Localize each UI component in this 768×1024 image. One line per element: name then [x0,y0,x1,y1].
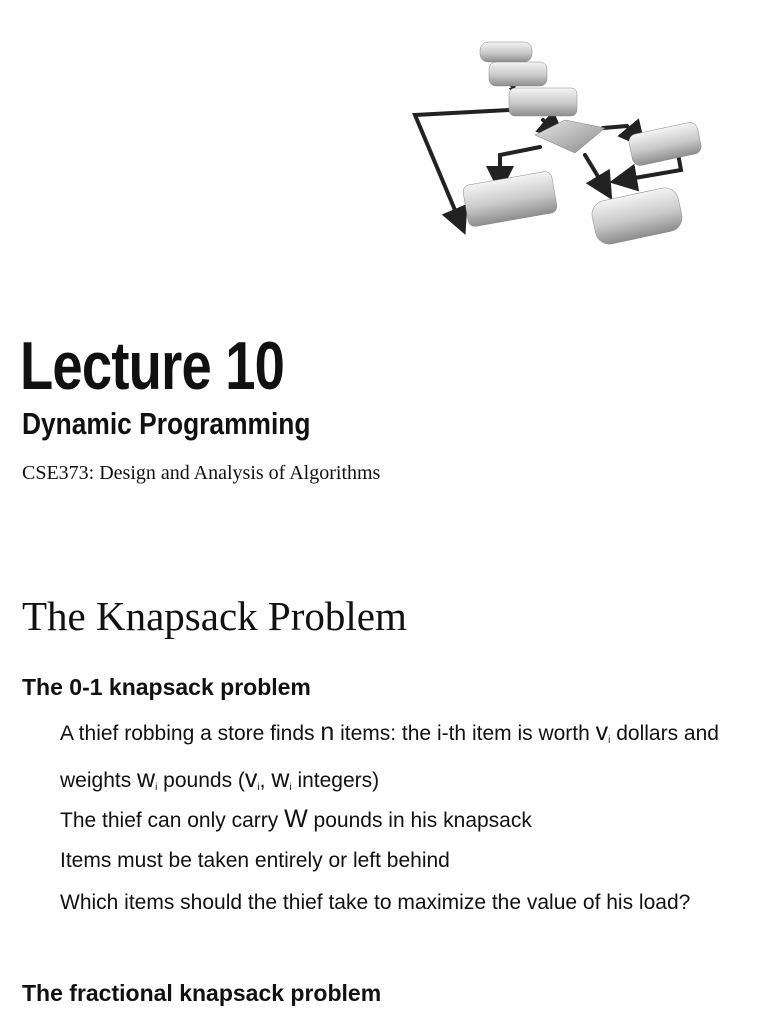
bullet-maximize-value: Which items should the thief take to maximize the value of his load? [60,891,691,914]
var-w: w [271,765,290,793]
subscript-i: i [155,782,158,793]
bullet-thief-items [60,713,750,807]
bullet-text: pounds in his knapsack [307,809,532,832]
section-heading-01-knapsack: The 0-1 knapsack problem [22,674,311,700]
slide-title: The Knapsack Problem [22,593,407,639]
bullet-text: The thief can only carry [60,809,285,832]
bullet-text: -th item is worth [441,722,596,745]
lecture-subtitle: Dynamic Programming [22,406,311,441]
subscript-i: i [608,735,611,746]
bullet-text: integers) [291,769,380,792]
lecture-title: Lecture 10 [20,328,285,404]
subscript-i: i [257,782,260,793]
var-v: v [244,765,258,793]
var-w: w [137,765,156,793]
var-v: v [595,718,609,746]
course-name: CSE373: Design and Analysis of Algorithms [22,462,381,484]
flowchart-icon [405,30,705,255]
subscript-i: i [289,782,292,793]
bullet-text: items: the [334,722,437,745]
bullet-text: , [259,769,272,792]
bullet-text: pounds ( [157,769,245,792]
bullet-entire-or-left: Items must be taken entirely or left behind [60,849,450,872]
var-n: n [320,718,335,746]
bullet-text: dollars and weights [60,722,719,792]
var-i: i [436,722,442,745]
bullet-text: A thief robbing a store finds [60,722,321,745]
var-W: W [284,805,308,833]
section-heading-fractional-knapsack: The fractional knapsack problem [22,980,382,1006]
bullet-carry-capacity [60,800,750,840]
